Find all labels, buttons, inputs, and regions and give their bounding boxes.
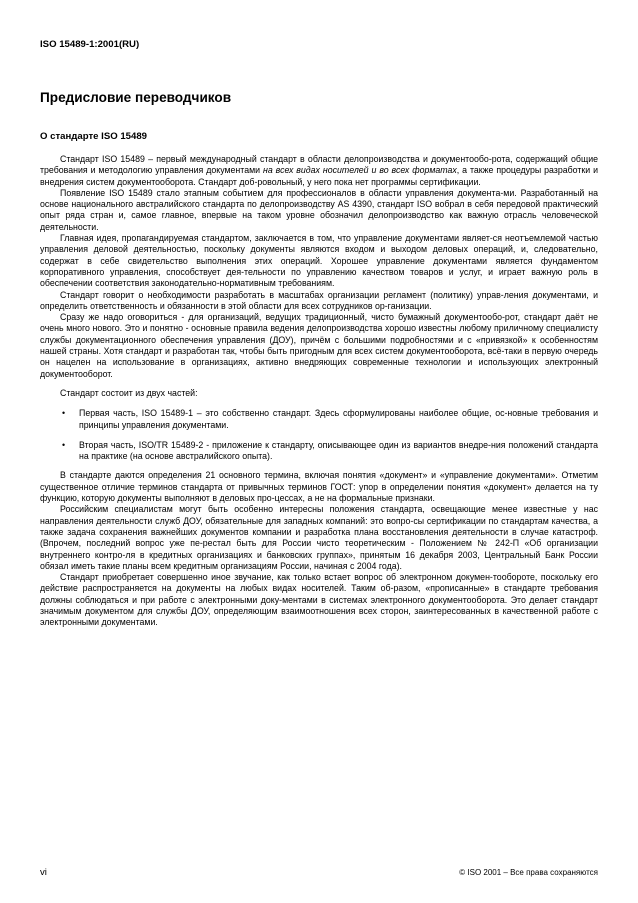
- subsection-title: О стандарте ISO 15489: [40, 131, 148, 142]
- section-title: Предисловие переводчиков: [40, 90, 232, 105]
- paragraph: Стандарт приобретает совершенно иное звучание, как только встает вопрос об электронном докумен-тообороте, поскольку его действие распространяется на документы на любых видах носителей. Таким об-разом, «прописанные» в стандарте требования должны соблюдаться и при работе с электронными доку-ментами в системах электронного документооборота. Это делает стандарт значимым документом для службы ДОУ, определяющим взаимоотношения всех сторон, заинтересованных в качественной работе с электронными документами.: [40, 572, 598, 628]
- bullet-icon: •: [62, 439, 66, 450]
- paragraph-parts-intro: Стандарт состоит из двух частей:: [60, 387, 198, 398]
- list-item: • Первая часть, ISO 15489-1 – это собственно стандарт. Здесь сформулированы наиболее общие, ос-новные требования и принципы управления документами.: [62, 408, 598, 430]
- list-item: • Вторая часть, ISO/TR 15489-2 - приложение к стандарту, описывающее один из вариантов внедре-ния положений стандарта на практике (на основе австралийского опыта).: [62, 439, 598, 462]
- page-number: vi: [40, 867, 47, 878]
- paragraph: В стандарте даются определения 21 основного термина, включая понятия «документ» и «управление документами». Отметим существенное отличие терминов стандарта от привычных терминов ГОСТ: упор в определении понятия «документ» делается на ту функцию, которую документы выполняют в деловых про-цессах, а не на формальные признаки.: [40, 470, 598, 504]
- bullet-icon: •: [62, 408, 66, 419]
- copyright-footer: © ISO 2001 – Все права сохраняются: [459, 868, 598, 877]
- paragraph: Российским специалистам могут быть особенно интересны положения стандарта, освещающие менее известные у нас направления деятельности служб ДОУ, обязательные для западных компаний: это вопро-сы сертификации по стандартам качества, а также задача сохранения важнейших документов компании и разработка плана восстановления деятельности в случае катастроф. (Впрочем, последний вопрос уже пе-рестал быть для России чисто теоретическим - Положением № 242-П «Об организации внутреннего контро-ля в кредитных организациях и банковских группах», принятым 16 декабря 2003, Центральный Банк России обязал иметь такие планы всем кредитным организациям России, начиная с 2004 года).: [40, 504, 598, 571]
- paragraph-intro: Стандарт ISO 15489 – первый международный стандарт в области делопроизводства и документообо-рота, содержащий общие требования и методологию управления документами на всех видах носителей и во всех форматах, а также процедуры разработки и внедрения систем документооборота. Стандарт доб-ровольный, у него пока нет программы сертификации.: [40, 154, 598, 187]
- paragraph: Появление ISO 15489 стало этапным событием для профессионалов в области управления документа-ми. Разработанный на основе национального австралийского стандарта по делопроизводству AS 4390, стандарт ISO вобрал в себя передовой практический опыт ряда стран и, самое главное, впервые на таком уровне обозначил делопроизводство как важную отрасль человеческой деятельности.: [40, 187, 598, 232]
- paragraph: Главная идея, пропагандируемая стандартом, заключается в том, что управление документами являет-ся неотъемлемой частью управления деловой деятельностью, поскольку документы являются входом и выходом деловых операций, и, следовательно, содержат в себе свидетельство выполнения этих операций. Хорошее управление документами является фундаментом корпоративного управления, способствует дея-тельности по управлению качеством товаров и услуг, и играет важную роль в обеспечении соответствия законодательно-нормативным требованиям.: [40, 233, 598, 289]
- paragraph: Стандарт говорит о необходимости разработать в масштабах организации регламент (политику) управ-ления документами, и определить ответственность и обязанности в этой области для всех сотрудников ор-ганизации.: [40, 289, 598, 311]
- parts-list: [40, 408, 598, 462]
- paragraph: Сразу же надо оговориться - для организаций, ведущих традиционный, чисто бумажный документообо-рот, стандарт даёт не очень много нового. Это и понятно - основные правила ведения делопроизводства хорошо известны любому приличному специалисту службы документационного обеспечения управления (ДОУ), причём с большими подробностями и с «привязкой» к особенностям нашей страны. Хотя стандарт и разработан так, чтобы быть пригодным для всех систем документооборота, всё-таки в первую очередь он нацелен на использование в организациях, активно внедряющих современные технологии и использующих электронный документооборот.: [40, 312, 598, 379]
- emphasis-text: на всех видах носителей и во всех форматах: [263, 165, 457, 176]
- body-text: [40, 154, 598, 629]
- document-code-header: ISO 15489-1:2001(RU): [40, 39, 140, 50]
